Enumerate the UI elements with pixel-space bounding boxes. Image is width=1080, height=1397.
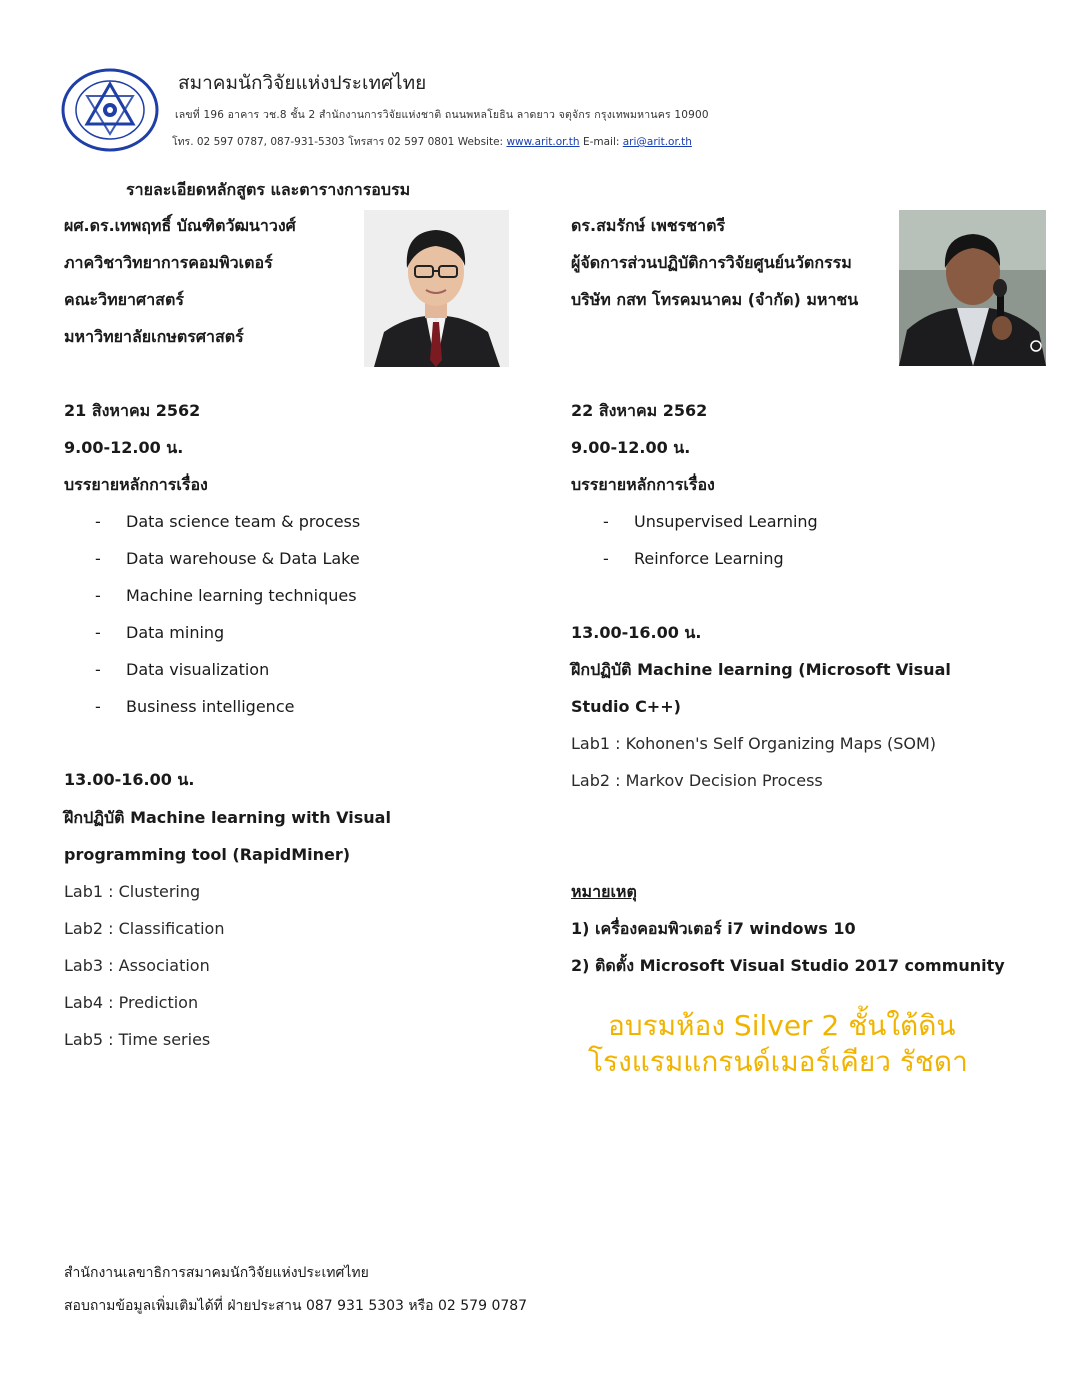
note-item: 1) เครื่องคอมพิวเตอร์ i7 windows 10 (571, 919, 856, 938)
list-item: - Data warehouse & Data Lake (95, 549, 360, 568)
speaker-1-photo (364, 210, 509, 367)
day-2-topic-list (603, 512, 903, 572)
day-1-workshop-title: ฝึกปฏิบัติ Machine learning with Visual (64, 808, 391, 827)
speaker-2-name: ดร.สมรักษ์ เพชรชาตรี (571, 216, 726, 235)
phone-info: โทร. 02 597 0787, 087-931-5303 โทรสาร 02 597 0801 Website: (172, 136, 504, 148)
notes-heading: หมายเหตุ (571, 882, 637, 901)
org-name: สมาคมนักวิจัยแห่งประเทศไทย (178, 72, 427, 94)
footer-office: สำนักงานเลขาธิการสมาคมนักวิจัยแห่งประเทศไทย (64, 1265, 369, 1281)
day-2-workshop-title: ฝึกปฏิบัติ Machine learning (Microsoft Visual (571, 660, 951, 679)
day-1-lab: Lab3 : Association (64, 956, 210, 975)
list-item: - Unsupervised Learning (603, 512, 818, 531)
association-logo (60, 68, 160, 152)
day-2-workshop-title: Studio C++) (571, 697, 681, 716)
list-item: - Data visualization (95, 660, 270, 679)
list-item: - Machine learning techniques (95, 586, 357, 605)
list-item: - Data science team & process (95, 512, 361, 531)
list-item: - Data mining (95, 623, 225, 642)
list-item: - Business intelligence (95, 697, 295, 716)
day-1-afternoon-time: 13.00-16.00 น. (64, 770, 195, 789)
venue-room: อบรมห้อง Silver 2 ชั้นใต้ดิน (608, 1009, 956, 1042)
day-1-lab: Lab1 : Clustering (64, 882, 201, 901)
day-2-date: 22 สิงหาคม 2562 (571, 401, 708, 420)
speaker-2-affiliation: ผู้จัดการส่วนปฏิบัติการวิจัยศูนย์นวัตกรรม (571, 253, 852, 272)
day-1-workshop-title: programming tool (RapidMiner) (64, 845, 351, 864)
day-1-lab: Lab2 : Classification (64, 919, 225, 938)
speaker-2-affiliation: บริษัท กสท โทรคมนาคม (จำกัด) มหาชน (571, 290, 859, 309)
day-2-afternoon-time: 13.00-16.00 น. (571, 623, 702, 642)
speaker-1-affiliation: มหาวิทยาลัยเกษตรศาสตร์ (64, 327, 244, 346)
org-contact (172, 133, 692, 150)
org-address: เลขที่ 196 อาคาร วช.8 ชั้น 2 สำนักงานการวิจัยแห่งชาติ ถนนพหลโยธิน ลาดยาว จตุจักร กรุงเทพมหานคร 10900 (175, 109, 709, 121)
document-title: รายละเอียดหลักสูตร และตารางการอบรม (126, 180, 411, 199)
email-link[interactable]: ari@arit.or.th (622, 136, 692, 148)
speaker-1-affiliation: ภาควิชาวิทยาการคอมพิวเตอร์ (64, 253, 273, 272)
speaker-1-affiliation: คณะวิทยาศาสตร์ (64, 290, 184, 309)
note-item: 2) ติดตั้ง Microsoft Visual Studio 2017 community (571, 956, 1005, 975)
day-1-lab: Lab4 : Prediction (64, 993, 199, 1012)
speaker-1-name: ผศ.ดร.เทพฤทธิ์ บัณฑิตวัฒนาวงศ์ (64, 216, 296, 235)
day-2-lecture-label: บรรยายหลักการเรื่อง (571, 475, 715, 494)
email-label: E-mail: (582, 136, 620, 148)
speaker-2-photo (899, 210, 1046, 366)
venue-hotel: โรงแรมแกรนด์เมอร์เคียว รัชดา (588, 1045, 968, 1078)
day-1-lecture-label: บรรยายหลักการเรื่อง (64, 475, 208, 494)
day-2-morning-time: 9.00-12.00 น. (571, 438, 691, 457)
website-link[interactable]: www.arit.or.th (506, 136, 580, 148)
list-item: - Reinforce Learning (603, 549, 784, 568)
day-1-topic-list (95, 512, 415, 722)
day-1-lab: Lab5 : Time series (64, 1030, 211, 1049)
footer-contact: สอบถามข้อมูลเพิ่มเติมได้ที่ ฝ่ายประสาน 087 931 5303 หรือ 02 579 0787 (64, 1298, 528, 1314)
day-2-lab: Lab1 : Kohonen's Self Organizing Maps (SOM) (571, 734, 937, 753)
day-1-date: 21 สิงหาคม 2562 (64, 401, 201, 420)
day-2-lab: Lab2 : Markov Decision Process (571, 771, 823, 790)
day-1-morning-time: 9.00-12.00 น. (64, 438, 184, 457)
